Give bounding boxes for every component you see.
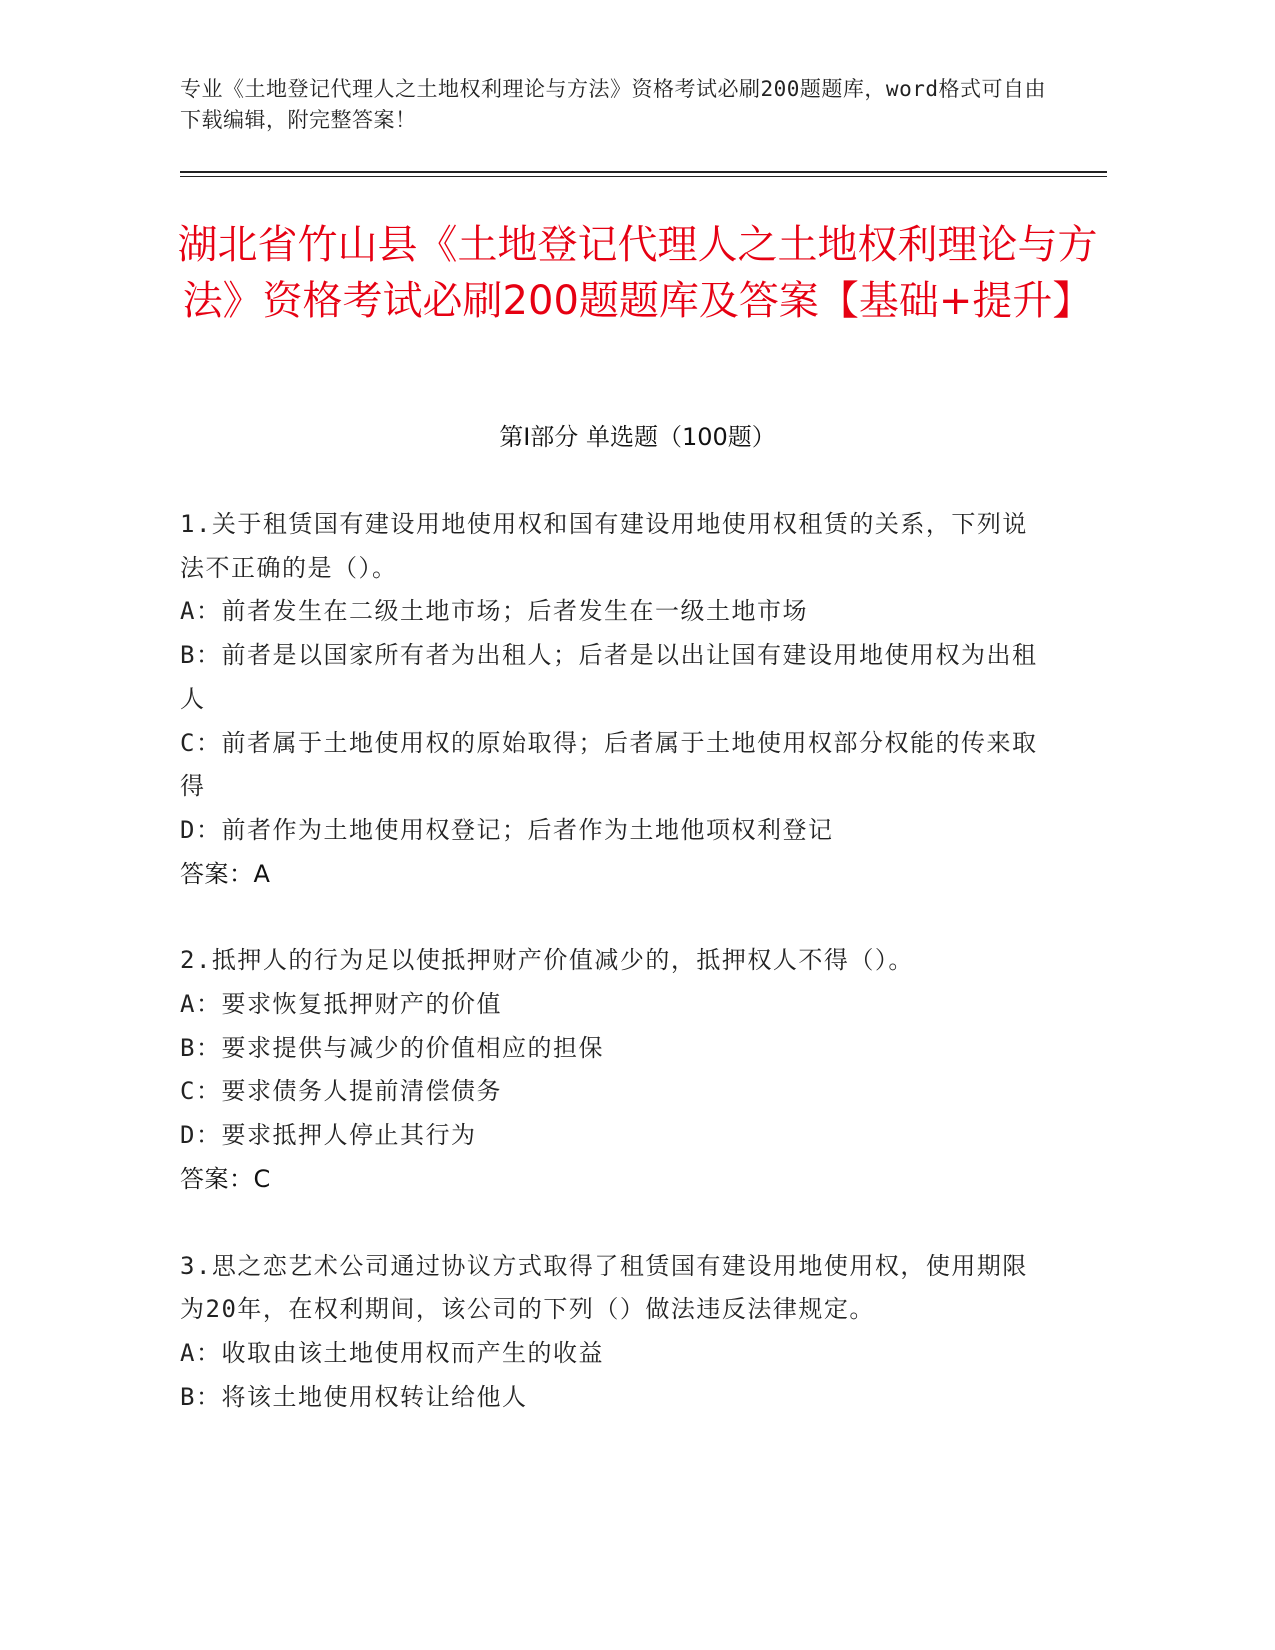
document-title: 湖北省竹山县《土地登记代理人之土地权利理论与方法》资格考试必刷200题题库及答案【基础+提升】 [177, 222, 1098, 324]
question-stem: 1.关于租赁国有建设用地使用权和国有建设用地使用权租赁的关系，下列说法不正确的是（）。 [180, 510, 1028, 582]
question-item [180, 1245, 1040, 1420]
section-heading: 第I部分 单选题（100题） [499, 423, 776, 451]
spacer [180, 896, 1040, 939]
question-stem: 3.思之恋艺术公司通过协议方式取得了租赁国有建设用地使用权，使用期限为20年，在权利期间，该公司的下列（）做法违反法律规定。 [180, 1251, 1028, 1324]
option-b: B：要求提供与减少的价值相应的担保 [180, 1033, 604, 1062]
answer-line: 答案：A [180, 859, 271, 888]
option-a: A：收取由该土地使用权而产生的收益 [180, 1338, 604, 1367]
header-rule-thin [180, 176, 1107, 177]
option-c: C：要求债务人提前清偿债务 [180, 1077, 502, 1106]
spacer [180, 1202, 1040, 1245]
option-d: D：前者作为土地使用权登记；后者作为土地他项权利登记 [180, 815, 834, 844]
question-item [180, 503, 1040, 896]
question-stem: 2.抵押人的行为足以使抵押财产价值减少的，抵押权人不得（）。 [180, 946, 914, 975]
option-d: D：要求抵押人停止其行为 [180, 1121, 477, 1150]
question-list [180, 503, 1040, 1419]
option-a: A：要求恢复抵押财产的价值 [180, 990, 502, 1019]
header-rule-thick [180, 171, 1107, 173]
question-item [180, 939, 1040, 1201]
option-b: B：将该土地使用权转让给他人 [180, 1382, 528, 1411]
option-b: B：前者是以国家所有者为出租人；后者是以出让国有建设用地使用权为出租人 [180, 641, 1038, 713]
answer-line: 答案：C [180, 1164, 271, 1193]
option-c: C：前者属于土地使用权的原始取得；后者属于土地使用权部分权能的传来取得 [180, 728, 1038, 801]
header-note: 专业《土地登记代理人之土地权利理论与方法》资格考试必刷200题题库，word格式可自由下载编辑，附完整答案！ [180, 77, 1046, 132]
option-a: A：前者发生在二级土地市场；后者发生在一级土地市场 [180, 597, 808, 626]
